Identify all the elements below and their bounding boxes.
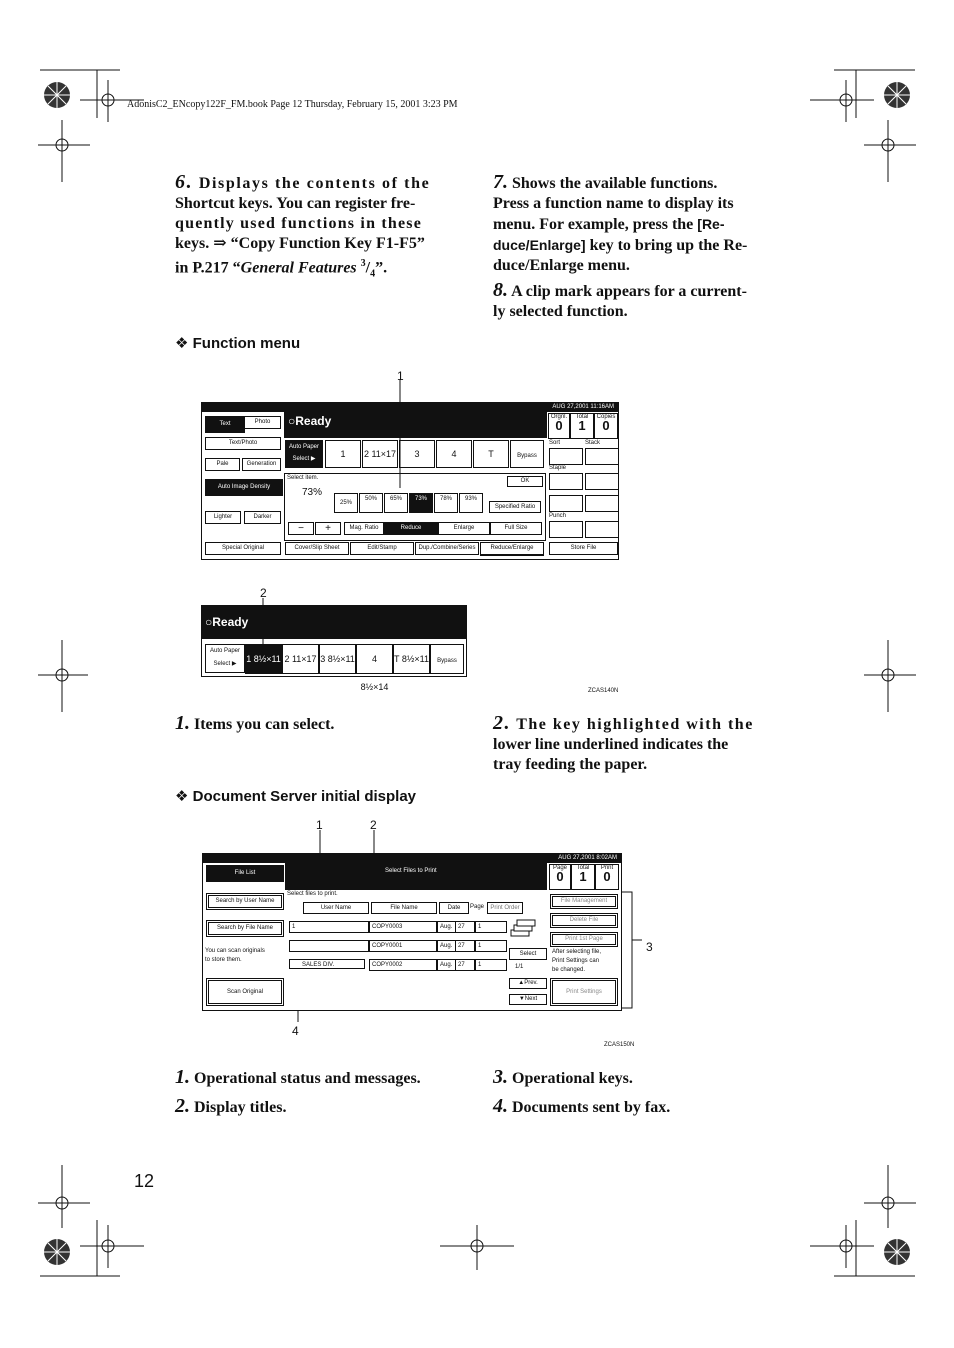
staple-double-left-button[interactable]: [549, 495, 583, 512]
specified-ratio-button[interactable]: Specified Ratio: [489, 501, 541, 513]
callout-1-leader: [390, 380, 410, 490]
zoom-tray-t-button[interactable]: T 8½×11: [393, 644, 430, 674]
ds-title: Select Files to Print: [385, 868, 437, 874]
after-select-message-1: After selecting file,: [552, 949, 602, 955]
print-1st-page-button[interactable]: Print 1st Page: [550, 932, 618, 947]
text-mode-button[interactable]: Text: [205, 416, 245, 433]
callout-ds-1: 1: [316, 818, 323, 832]
figure-caption-140: ZCAS140N: [588, 688, 619, 694]
status-bar: ○Ready: [284, 412, 547, 438]
sort-file-name-button[interactable]: File Name: [371, 902, 437, 914]
staple-top-left-button[interactable]: [549, 473, 583, 490]
prev-button[interactable]: ▲Prev.: [509, 978, 547, 989]
auto-image-density-button[interactable]: Auto Image Density: [205, 479, 283, 496]
copy-function-screen: AUG 27,2001 11:16AM ○Ready Text Photo Text/Photo Pale Generation Auto Image Density Lighter Darker Special Original Auto Paper Select ▶ 1 2 11×17 3 4 T Bypass Select item. OK 73% 25% 50% 65% 73% 78% 93% Specified Ratio − + Mag. Ratio Reduce Enlarge Full Size Cover/Slip Sheet Edit/Stamp Dup./Combine/Series Reduce/Enlarge Orgnl. 0 Total 1 Copies 0 Sort Stack Staple Punch Store File: [201, 402, 619, 560]
copies-counter: Copies 0: [594, 413, 618, 439]
paper-tray-4-button[interactable]: 4: [436, 440, 472, 468]
enlarge-button[interactable]: Enlarge: [438, 522, 490, 535]
generation-button[interactable]: Generation: [242, 458, 281, 471]
zoom-bypass-button[interactable]: Bypass: [430, 644, 464, 674]
tab-edit-stamp[interactable]: Edit/Stamp: [350, 542, 414, 555]
staple-label: Staple: [549, 465, 567, 471]
lighter-button[interactable]: Lighter: [205, 511, 241, 524]
callout-ds-4: 4: [292, 1024, 299, 1038]
delete-file-button[interactable]: Delete File: [550, 913, 618, 928]
plus-button[interactable]: +: [315, 522, 341, 535]
callout-ds-3: 3: [646, 940, 653, 954]
zoom-tray-3-button[interactable]: 3 8½×11: [319, 644, 356, 674]
next-button[interactable]: ▼Next: [509, 994, 547, 1005]
tab-dup-combine-series[interactable]: Dup./Combine/Series: [415, 542, 479, 555]
function-menu-heading: ❖ Function menu: [175, 335, 301, 352]
store-file-button[interactable]: Store File: [549, 542, 618, 555]
page-number: 12: [134, 1171, 155, 1191]
ratio-93-button[interactable]: 93%: [459, 493, 483, 513]
ds-item-4: 4. Documents sent by fax.: [493, 1095, 671, 1117]
paper-tray-1-button[interactable]: 1: [325, 440, 361, 468]
sort-button[interactable]: [549, 448, 583, 465]
file-row-3-fax[interactable]: SALES DIV. COPY0002 Aug. 27 1: [289, 959, 505, 971]
after-select-message-3: be changed.: [552, 967, 586, 973]
ok-button[interactable]: OK: [507, 476, 543, 487]
stacked-documents-icon: [509, 916, 539, 940]
file-row-2[interactable]: COPY0001 Aug. 27 1: [289, 940, 505, 952]
scan-message-1: You can scan originals: [205, 948, 265, 954]
zoom-status-bar: ○Ready: [202, 606, 466, 639]
sort-date-button[interactable]: Date: [439, 902, 469, 914]
pale-button[interactable]: Pale: [205, 458, 240, 471]
ds-total-counter: Total 1: [571, 864, 595, 890]
fm-item-2: 2. The key highlighted with the lower line underlined indicates the tray feeding the paper.: [493, 712, 754, 773]
zoom-tray-2-button[interactable]: 2 11×17: [282, 644, 319, 674]
ds-item-2: 2. Display titles.: [175, 1095, 287, 1117]
tab-reduce-enlarge[interactable]: Reduce/Enlarge: [480, 542, 544, 556]
ratio-73-button[interactable]: 73%: [409, 493, 433, 513]
full-size-button[interactable]: Full Size: [490, 522, 542, 535]
darker-button[interactable]: Darker: [244, 511, 281, 524]
originals-counter: Orgnl. 0: [548, 413, 570, 439]
scan-original-button[interactable]: Scan Original: [206, 978, 284, 1006]
figure-caption-150: ZCAS150N: [604, 1042, 635, 1048]
mag-ratio-button[interactable]: Mag. Ratio: [344, 522, 384, 535]
book-file-line: AdonisC2_ENcopy122F_FM.book Page 12 Thursday, February 15, 2001 3:23 PM: [127, 99, 458, 110]
zoom-auto-paper-select[interactable]: Auto Paper Select ▶: [205, 644, 245, 673]
document-server-screen: AUG 27,2001 8:02AM Select Files to Print File List Search by User Name Search by File Name You can scan originals to store them. Scan Original Select files to print. User Name File Name Date Page Print Order 1 COPY0003 Aug. 27 1 COPY0001 Aug. 27 1 SALES DIV. COPY0002 Aug. 27 1 Select 1/1 ▲Prev. ▼Next Page 0 Total 1 Print 0 File Management Delete File Print 1st Page After selecting file, Print Settings can be changed. Print Settings: [202, 853, 622, 1011]
text-photo-button[interactable]: Text/Photo: [205, 437, 281, 450]
item-7: 7. Shows the available functions. Press a function name to display its menu. For example, press the [Re- duce/Enlarge] key to bring up the Re- duce/Enlarge menu.: [493, 171, 748, 274]
ds-item-1: 1. Operational status and messages.: [175, 1066, 421, 1088]
zoom-tray-4-button[interactable]: 4 8½×14: [356, 644, 393, 674]
item-8: 8. A clip mark appears for a current- ly selected function.: [493, 279, 747, 320]
sort-user-name-button[interactable]: User Name: [303, 902, 369, 914]
select-files-label: Select files to print.: [287, 891, 338, 897]
tray-zoom-screen: [201, 605, 467, 692]
paper-tray-3-button[interactable]: 3: [399, 440, 435, 468]
search-by-file-name-button[interactable]: Search by File Name: [206, 920, 284, 937]
scan-message-2: to store them.: [205, 957, 242, 963]
special-original-button[interactable]: Special Original: [205, 542, 281, 555]
document-server-heading: ❖ Document Server initial display: [175, 788, 417, 805]
item-6: 6. Displays the contents of the Shortcut keys. You can register fre- quently used functions in these keys. ⇒ “Copy Function Key F1-F5” in P.217 “General Features $^3/_4$”.: [175, 171, 431, 280]
punch-right-button[interactable]: [585, 521, 619, 538]
sort-label: Sort: [549, 440, 561, 446]
item-6-number: 6.: [175, 171, 194, 193]
select-item-label: Select item.: [287, 475, 319, 481]
callout-2: 2: [260, 586, 267, 600]
after-select-message-2: Print Settings can: [552, 958, 600, 964]
page-indicator: 1/1: [515, 964, 524, 970]
tab-cover-slip-sheet[interactable]: Cover/Slip Sheet: [285, 542, 349, 555]
stack-label: Stack: [585, 440, 601, 446]
bypass-tray-button[interactable]: Bypass: [510, 440, 544, 468]
print-settings-button[interactable]: Print Settings: [550, 978, 618, 1006]
file-row-1[interactable]: 1 COPY0003 Aug. 27 1: [289, 921, 505, 933]
photo-mode-button[interactable]: Photo: [244, 416, 281, 429]
print-counter: Print 0: [595, 864, 619, 890]
file-list-button[interactable]: File List: [206, 865, 284, 882]
minus-button[interactable]: −: [288, 522, 314, 535]
paper-tray-2-button[interactable]: 2 11×17: [362, 440, 398, 468]
stack-button[interactable]: [585, 448, 619, 465]
page-column-label: Page: [470, 904, 485, 910]
callout-1: 1: [397, 369, 404, 383]
zoom-tray-1-button[interactable]: 1 8½×11: [245, 644, 282, 674]
page-counter: Page 0: [549, 864, 571, 890]
fm-item-1: 1. Items you can select.: [175, 712, 335, 734]
callout-2-leader: [258, 598, 270, 648]
ratio-50-button[interactable]: 50%: [359, 493, 383, 513]
ratio-78-button[interactable]: 78%: [434, 493, 458, 513]
print-order-button[interactable]: Print Order: [487, 902, 523, 914]
callout-ds-2: 2: [370, 818, 377, 832]
ds-item-3: 3. Operational keys.: [493, 1066, 633, 1088]
staple-double-right-button[interactable]: [585, 495, 619, 512]
ratio-65-button[interactable]: 65%: [384, 493, 408, 513]
reduce-button[interactable]: Reduce: [384, 522, 438, 535]
total-counter: Total 1: [570, 413, 594, 439]
paper-tray-t-button[interactable]: T: [473, 440, 509, 468]
file-management-button[interactable]: File Management: [550, 894, 618, 909]
select-button[interactable]: Select: [509, 948, 547, 960]
auto-paper-select-button[interactable]: Auto Paper Select ▶: [285, 440, 323, 468]
punch-label: Punch: [549, 513, 567, 519]
item-8-number: 8.: [493, 279, 508, 301]
search-by-user-name-button[interactable]: Search by User Name: [206, 893, 284, 910]
ratio-readout: 73%: [302, 487, 323, 498]
staple-top-right-button[interactable]: [585, 473, 619, 490]
ratio-25-button[interactable]: 25%: [334, 493, 358, 513]
item-7-number: 7.: [493, 171, 508, 193]
punch-left-button[interactable]: [549, 521, 583, 538]
